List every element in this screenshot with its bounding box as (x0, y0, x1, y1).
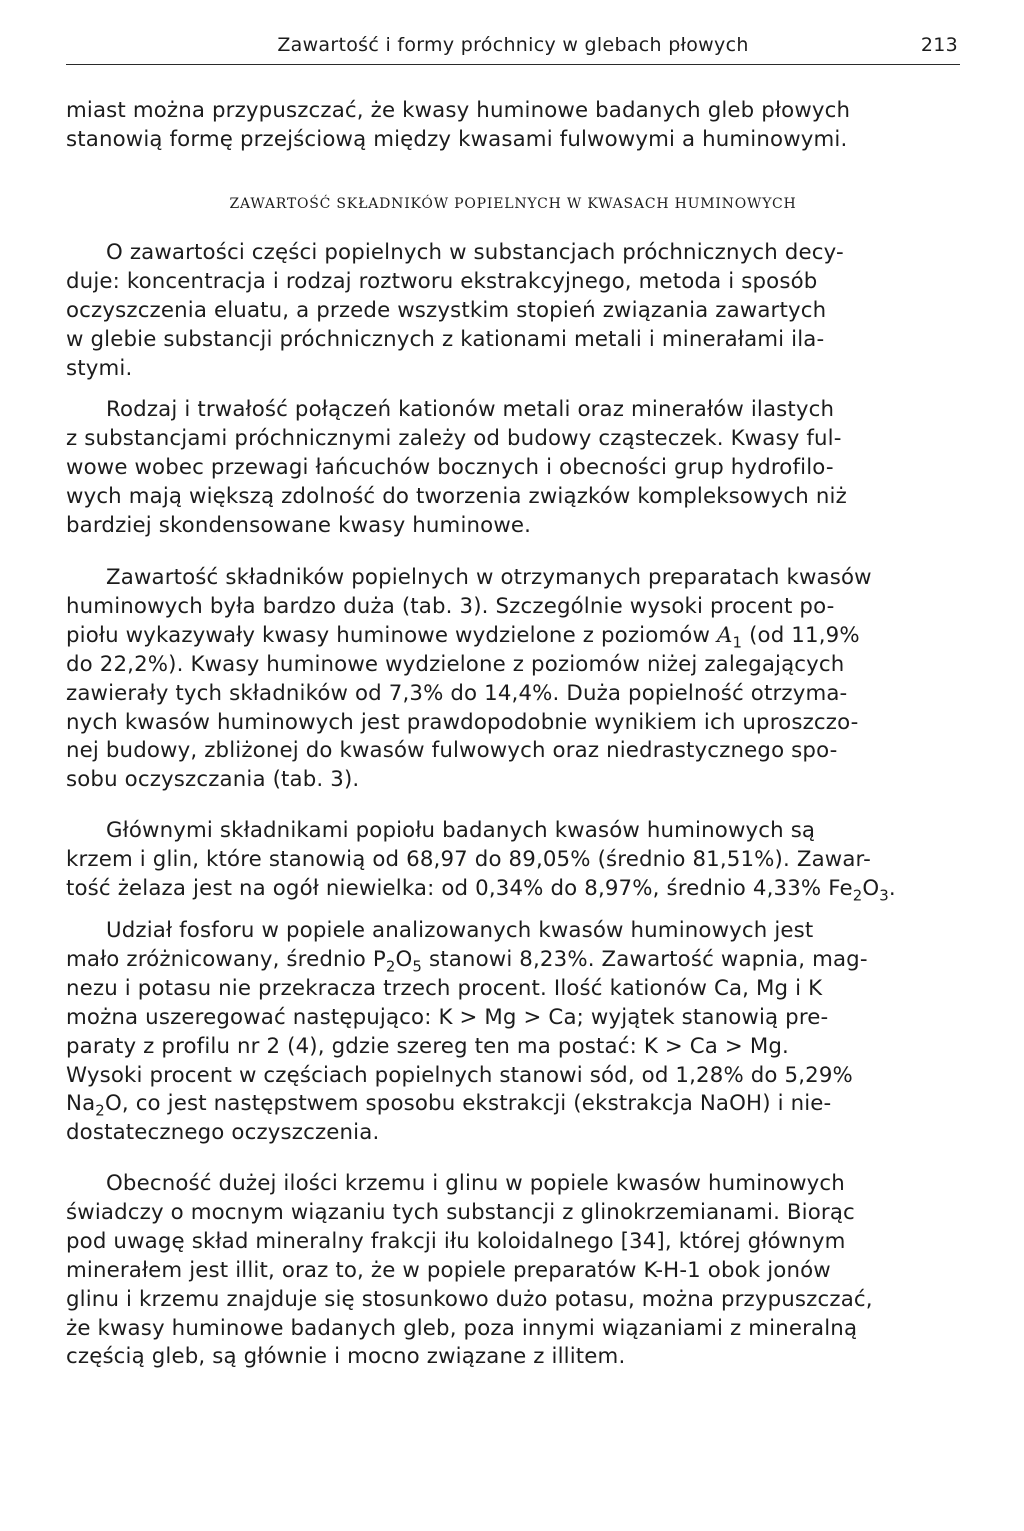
text-line: nezu i potasu nie przekracza trzech procent. Ilość kationów Ca, Mg i K (66, 975, 823, 1001)
running-header (66, 30, 960, 65)
text-line: piołu wykazywały kwasy huminowe wydzielone z poziomów $A_1$ (od 11,9% (66, 622, 860, 652)
intro-paragraph (66, 97, 960, 155)
paragraph-4 (66, 817, 960, 904)
text-line: minerałem jest illit, oraz to, że w popiele preparatów K-H-1 obok jonów (66, 1257, 831, 1283)
text-line: glinu i krzemu znajduje się stosunkowo dużo potasu, można przypuszczać, (66, 1286, 873, 1312)
paragraph-1 (66, 239, 960, 384)
paragraph-2 (66, 396, 960, 541)
text-line: stanowią formę przejściową między kwasami fulwowymi a huminowymi. (66, 126, 848, 152)
paragraph-5 (66, 917, 960, 1148)
text-line: nej budowy, zbliżonej do kwasów fulwowych oraz niedrastycznego spo- (66, 738, 838, 764)
text-line: w glebie substancji próchnicznych z kationami metali i minerałami ila- (66, 326, 825, 352)
text-line: nych kwasów huminowych jest prawdopodobnie wynikiem ich uproszczo- (66, 709, 859, 735)
text-line: mało zróżnicowany, średnio $P_2O_5$ stanowi 8,23%. Zawartość wapnia, mag- (66, 946, 868, 976)
text-line: świadczy o mocnym wiązaniu tych substancji z glinokrzemianami. Biorąc (66, 1199, 855, 1225)
paragraph-6 (66, 1170, 960, 1372)
section-heading: ZAWARTOŚĆ SKŁADNIKÓW POPIELNYCH W KWASACH HUMINOWYCH (229, 196, 797, 212)
text-line: pod uwagę skład mineralny frakcji iłu koloidalnego [34], której głównym (66, 1228, 846, 1254)
text-line: wych mają większą zdolność do tworzenia związków kompleksowych niż (66, 483, 847, 509)
text-line: O zawartości części popielnych w substancjach próchnicznych decy- (106, 240, 844, 265)
text-line: duje: koncentracja i rodzaj roztworu ekstrakcyjnego, metoda i sposób (66, 268, 818, 294)
page-number: 213 (920, 34, 958, 56)
paragraph-3 (66, 564, 960, 795)
text-line: tość żelaza jest na ogół niewielka: od 0,34% do 8,97%, średnio 4,33% $Fe_2O_3$. (66, 875, 896, 905)
text-line: oczyszczenia eluatu, a przede wszystkim stopień związania zawartych (66, 297, 827, 323)
text-line: Rodzaj i trwałość połączeń kationów metali oraz minerałów ilastych (106, 397, 835, 422)
text-line: że kwasy huminowe badanych gleb, poza innymi wiązaniami z mineralną (66, 1315, 858, 1341)
text-line: krzem i glin, które stanowią od 68,97 do 89,05% (średnio 81,51%). Zawar- (66, 846, 871, 872)
text-line: miast można przypuszczać, że kwasy huminowe badanych gleb płowych (66, 98, 851, 123)
text-line: paraty z profilu nr 2 (4), gdzie szereg ten ma postać: K > Ca > Mg. (66, 1033, 789, 1059)
running-title: Zawartość i formy próchnicy w glebach płowych (277, 34, 749, 56)
text-line: z substancjami próchnicznymi zależy od budowy cząsteczek. Kwasy ful- (66, 425, 842, 451)
text-line: do 22,2%). Kwasy huminowe wydzielone z poziomów niżej zalegających (66, 651, 845, 677)
text-line: Głównymi składnikami popiołu badanych kwasów huminowych są (106, 818, 816, 843)
text-line: bardziej skondensowane kwasy huminowe. (66, 512, 532, 538)
text-line: można uszeregować następująco: K > Mg > Ca; wyjątek stanowią pre- (66, 1004, 829, 1030)
text-line: Zawartość składników popielnych w otrzymanych preparatach kwasów (106, 565, 872, 590)
text-line: stymi. (66, 355, 133, 381)
text-line: częścią gleb, są głównie i mocno związane z illitem. (66, 1344, 626, 1370)
text-line: $Na_2O$, co jest następstwem sposobu ekstrakcji (ekstrakcja NaOH) i nie- (66, 1091, 832, 1120)
text-line: dostatecznego oczyszczenia. (66, 1120, 380, 1146)
text-line: zawierały tych składników od 7,3% do 14,4%. Duża popielność otrzyma- (66, 680, 848, 706)
text-line: Udział fosforu w popiele analizowanych kwasów huminowych jest (106, 918, 814, 943)
text-line: Wysoki procent w częściach popielnych stanowi sód, od 1,28% do 5,29% (66, 1062, 853, 1088)
horizon-symbol: A (716, 622, 733, 648)
text-line: huminowych była bardzo duża (tab. 3). Szczególnie wysoki procent po- (66, 593, 835, 619)
text-line: wowe wobec przewagi łańcuchów bocznych i obecności grup hydrofilo- (66, 454, 834, 480)
text-line: sobu oczyszczania (tab. 3). (66, 767, 360, 793)
text-line: Obecność dużej ilości krzemu i glinu w popiele kwasów huminowych (106, 1171, 845, 1196)
